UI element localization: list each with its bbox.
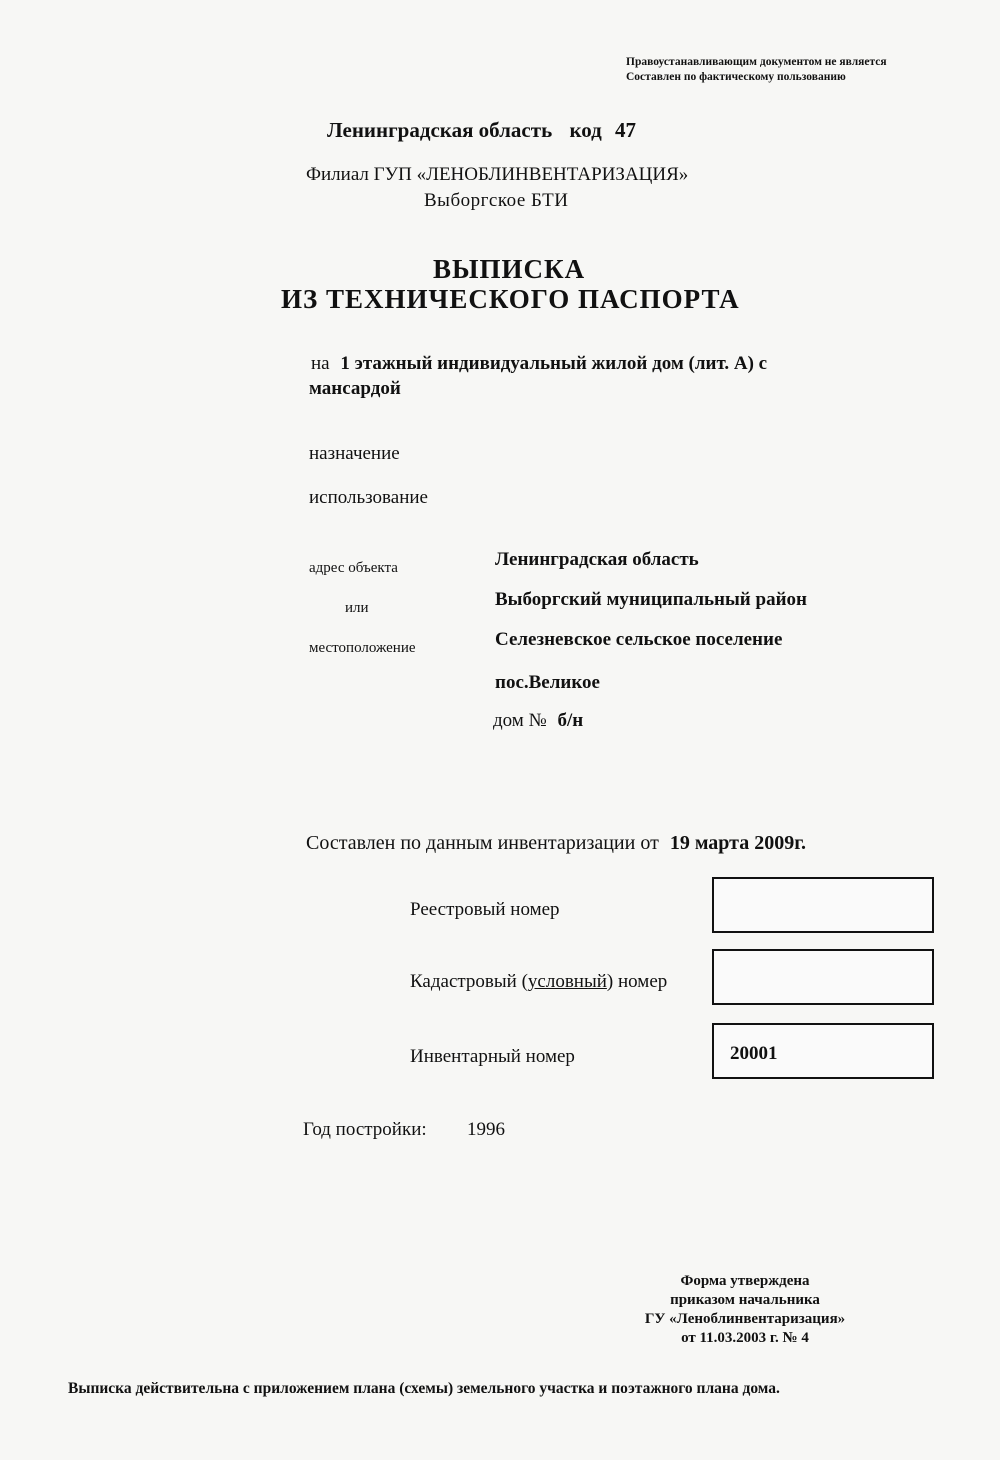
form-note-line1: Форма утверждена — [680, 1273, 810, 1289]
address-label: адрес объекта — [309, 560, 398, 576]
bti-name: Выборгское БТИ — [424, 190, 569, 211]
cadastral-conditional: условный — [527, 971, 607, 992]
registry-number-box — [712, 877, 934, 933]
legal-note-line1: Правоустанавливающим документом не является — [626, 56, 887, 68]
inventory-number-box — [712, 1023, 934, 1079]
build-year-value: 1996 — [467, 1119, 505, 1140]
object-description: 1 этажный индивидуальный жилой дом (лит. А) с — [340, 353, 768, 374]
title-line1: ВЫПИСКА — [433, 254, 586, 284]
purpose-label: назначение — [309, 443, 400, 464]
inventory-date: 19 марта 2009г. — [669, 832, 807, 854]
cadastral-number-label — [410, 971, 667, 993]
address-or-label: или — [345, 600, 369, 616]
branch-name: Филиал ГУП «ЛЕНОБЛИНВЕНТАРИЗАЦИЯ» — [306, 164, 689, 185]
build-year-label: Год постройки: — [303, 1119, 427, 1140]
object-line1 — [311, 353, 767, 375]
code-value: 47 — [615, 118, 637, 142]
region-name: Ленинградская область — [327, 118, 553, 142]
cadastral-suffix: ) номер — [606, 971, 668, 992]
region-header — [327, 118, 636, 143]
cadastral-prefix: Кадастровый ( — [410, 971, 528, 992]
form-note-line2: приказом начальника — [670, 1292, 820, 1308]
form-note-line3: ГУ «Леноблинвентаризация» — [644, 1311, 846, 1327]
form-approval-note — [630, 1272, 860, 1348]
address-line-village: пос.Великое — [495, 672, 600, 693]
code-label: код — [569, 118, 602, 142]
inventory-date-line — [306, 832, 806, 855]
registry-number-label: Реестровый номер — [410, 899, 560, 920]
address-line-district: Выборгский муниципальный район — [495, 589, 807, 610]
address-line-settlement: Селезневское сельское поселение — [495, 629, 783, 650]
object-line2: мансардой — [309, 378, 401, 399]
address-house — [493, 710, 583, 732]
legal-note-line2: Составлен по фактическому пользованию — [626, 71, 846, 83]
title-line2: ИЗ ТЕХНИЧЕСКОГО ПАСПОРТА — [281, 284, 740, 314]
cadastral-number-box — [712, 949, 934, 1005]
location-label: местоположение — [309, 640, 416, 656]
address-line-region: Ленинградская область — [495, 549, 699, 570]
footer-note: Выписка действительна с приложением плана (схемы) земельного участка и поэтажного плана дома. — [68, 1380, 780, 1397]
inventory-number-label: Инвентарный номер — [410, 1046, 575, 1067]
house-label: дом № — [493, 710, 547, 731]
object-prefix: на — [311, 353, 330, 374]
inventory-compiled-text: Составлен по данным инвентаризации от — [306, 832, 659, 854]
inventory-number-value: 20001 — [730, 1043, 778, 1064]
house-value: б/н — [557, 710, 584, 731]
usage-label: использование — [309, 487, 428, 508]
form-note-line4: от 11.03.2003 г. № 4 — [681, 1330, 809, 1346]
